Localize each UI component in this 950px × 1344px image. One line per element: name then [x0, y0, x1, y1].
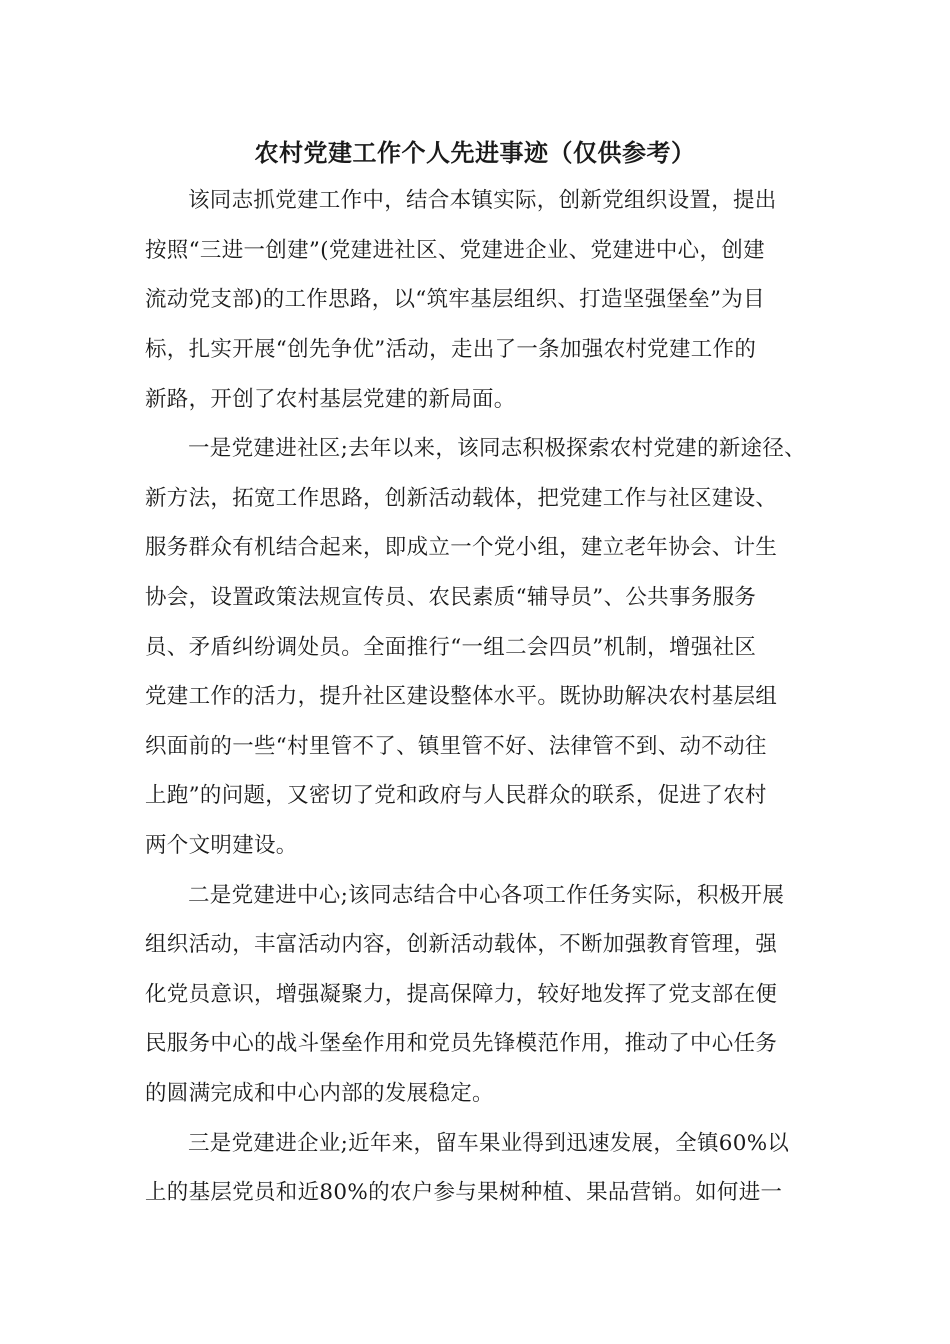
paragraph-3-line-4: 民服务中心的战斗堡垒作用和党员先锋模范作用，推动了中心任务: [145, 1031, 778, 1056]
paragraph-3-line-1: 二是党建进中心;该同志结合中心各项工作任务实际，积极开展: [188, 883, 785, 908]
paragraph-2-line-7: 织面前的一些“村里管不了、镇里管不好、法律管不到、动不动往: [145, 734, 767, 759]
paragraph-4-line-2: 上的基层党员和近80%的农户参与果树种植、果品营销。如何进一: [145, 1180, 783, 1205]
paragraph-3-line-3: 化党员意识，增强凝聚力，提高保障力，较好地发挥了党支部在便: [145, 982, 778, 1007]
paragraph-2-line-5: 员、矛盾纠纷调处员。全面推行“一组二会四员”机制，增强社区: [145, 635, 757, 660]
paragraph-2-line-9: 两个文明建设。: [145, 833, 298, 858]
paragraph-1-line-3: 流动党支部)的工作思路，以“筑牢基层组织、打造坚强堡垒”为目: [145, 287, 765, 312]
document-title: 农村党建工作个人先进事迹（仅供参考）: [254, 138, 696, 167]
paragraph-1-line-1: 该同志抓党建工作中，结合本镇实际，创新党组织设置，提出: [188, 188, 777, 213]
paragraph-2-line-1: 一是党建进社区;去年以来，该同志积极探索农村党建的新途径、: [188, 436, 806, 461]
paragraph-3-line-5: 的圆满完成和中心内部的发展稳定。: [145, 1081, 494, 1106]
paragraph-1-line-4: 标，扎实开展“创先争优”活动，走出了一条加强农村党建工作的: [145, 337, 757, 362]
paragraph-2-line-3: 服务群众有机结合起来，即成立一个党小组，建立老年协会、计生: [145, 535, 778, 560]
paragraph-4-line-1: 三是党建进企业;近年来，留车果业得到迅速发展，全镇60%以: [188, 1131, 790, 1156]
paragraph-2-line-4: 协会，设置政策法规宣传员、农民素质“辅导员”、公共事务服务: [145, 585, 757, 610]
paragraph-1-line-2: 按照“三进一创建”(党建进社区、党建进企业、党建进中心，创建: [145, 238, 765, 263]
paragraph-2-line-2: 新方法，拓宽工作思路，创新活动载体，把党建工作与社区建设、: [145, 486, 778, 511]
paragraph-3-line-2: 组织活动，丰富活动内容，创新活动载体，不断加强教育管理，强: [145, 932, 778, 957]
paragraph-2-line-8: 上跑”的问题，又密切了党和政府与人民群众的联系，促进了农村: [145, 783, 767, 808]
paragraph-2-line-6: 党建工作的活力，提升社区建设整体水平。既协助解决农村基层组: [145, 684, 778, 709]
paragraph-1-line-5: 新路，开创了农村基层党建的新局面。: [145, 387, 516, 412]
